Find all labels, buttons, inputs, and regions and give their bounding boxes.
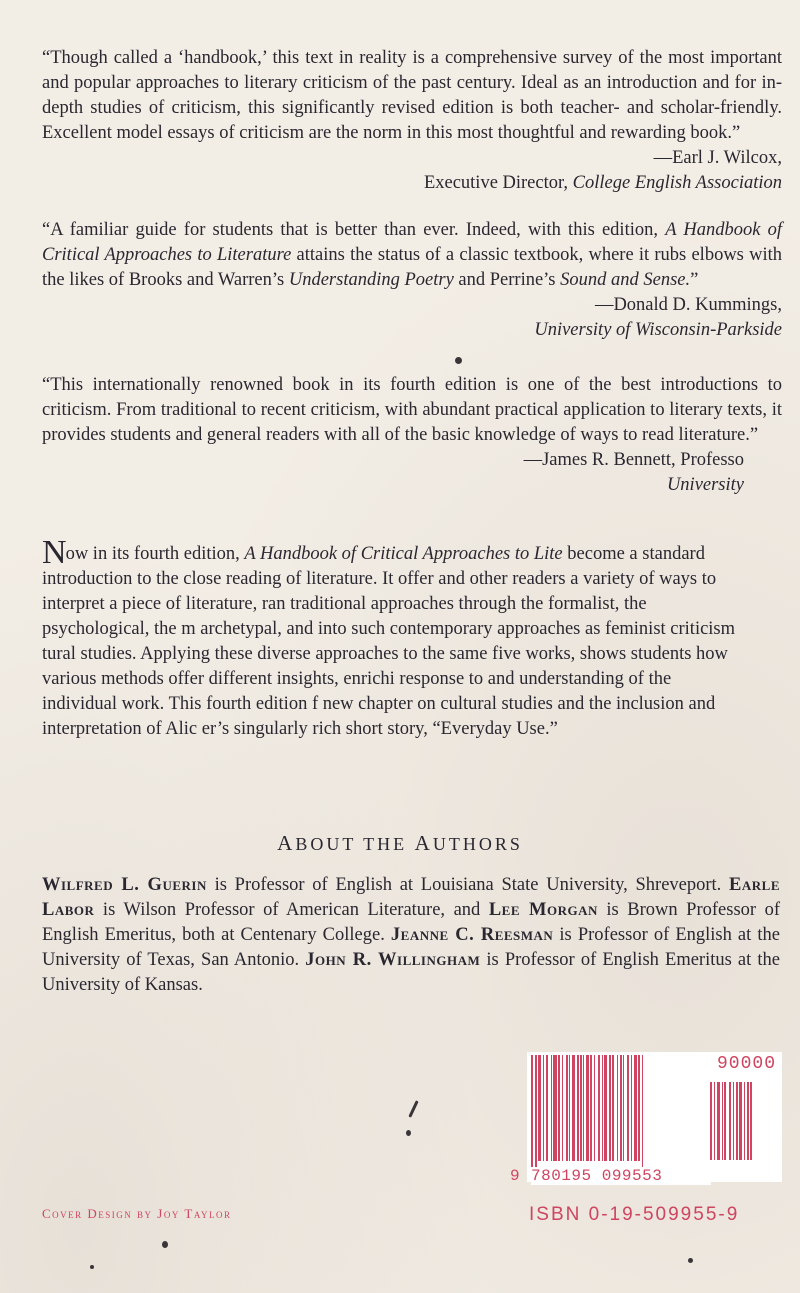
paper-speck xyxy=(455,357,462,364)
barcode-bar xyxy=(717,1082,720,1160)
barcode-bar xyxy=(714,1082,715,1160)
quote-affiliation: College English Association xyxy=(572,173,782,193)
isbn-number: ISBN 0-19-509955-9 xyxy=(529,1204,740,1225)
barcode-bar xyxy=(604,1055,607,1161)
barcode-bar xyxy=(729,1082,731,1160)
barcode-bar xyxy=(612,1055,614,1161)
barcode-bar xyxy=(551,1055,552,1161)
barcode-addon-bars xyxy=(710,1082,780,1170)
quote-author: —Earl J. Wilcox, xyxy=(653,148,782,168)
barcode-bar xyxy=(627,1055,629,1161)
barcode-bar xyxy=(710,1082,712,1160)
quote-affiliation: University of Wisconsin-Parkside xyxy=(534,320,782,340)
barcode-bar xyxy=(543,1055,544,1161)
quote-attribution xyxy=(42,293,782,343)
quote-affiliation: University xyxy=(666,475,744,495)
barcode-bar xyxy=(736,1082,738,1160)
quote-attribution xyxy=(42,146,782,196)
barcode-bar xyxy=(577,1055,579,1161)
barcode-bar xyxy=(535,1055,537,1171)
book-title: A Handbook of Critical Approaches to Literature xyxy=(42,220,782,265)
barcode-bar xyxy=(609,1055,611,1161)
barcode-bar xyxy=(590,1055,592,1161)
isbn-barcode xyxy=(527,1052,782,1182)
barcode-bar xyxy=(586,1055,589,1161)
barcode-bar xyxy=(620,1055,622,1161)
author-name: Earle Labor xyxy=(42,875,781,920)
author-name: Jeanne C. Reesman xyxy=(390,925,554,945)
drop-cap: N xyxy=(42,534,66,571)
barcode-bar xyxy=(546,1055,548,1161)
barcode-digits: 780195 099553 xyxy=(531,1167,711,1185)
book-title: A Handbook of Critical Approaches to Lite xyxy=(244,544,563,564)
barcode-bar xyxy=(744,1082,745,1160)
quote-author: —James R. Bennett, Professo xyxy=(523,450,744,470)
quote-text: “Though called a ‘handbook,’ this text in reality is a comprehensive survey of the most important and popular approaches to literary criticism of the past century. Ideal as an introduction and for in-depth studies of criticism, this significantly revised edition is both teacher- and scholar-friendly. Excellent model essays of criticism are the norm in this most thoughtful and rewarding book.” xyxy=(42,48,782,143)
paper-speck xyxy=(406,1130,411,1136)
barcode-bars xyxy=(531,1055,711,1171)
barcode-bar xyxy=(623,1055,624,1161)
review-quote-3 xyxy=(42,373,782,498)
barcode-bar xyxy=(569,1055,570,1161)
barcode-bar xyxy=(739,1082,742,1160)
book-title: Sound and Sense. xyxy=(560,270,691,290)
cover-design-credit: Cover Design by Joy Taylor xyxy=(42,1206,232,1221)
barcode-bar xyxy=(747,1082,749,1160)
barcode-bar xyxy=(562,1055,563,1161)
barcode-bar xyxy=(638,1055,640,1161)
barcode-bar xyxy=(580,1055,582,1161)
author-name: Lee Morgan xyxy=(488,900,598,920)
barcode-bar xyxy=(553,1055,557,1161)
paper-speck xyxy=(90,1265,94,1269)
barcode-bar xyxy=(531,1055,533,1171)
quote-attribution xyxy=(42,448,782,498)
barcode-bar xyxy=(733,1082,734,1160)
paper-speck xyxy=(408,1100,418,1118)
paper-speck xyxy=(162,1241,168,1248)
barcode-bar xyxy=(572,1055,575,1161)
barcode-bar xyxy=(566,1055,568,1161)
author-name: John R. Willingham xyxy=(305,950,481,970)
barcode-bar xyxy=(558,1055,560,1161)
author-name: Wilfred L. Guerin xyxy=(42,875,207,895)
barcode-bar xyxy=(538,1055,541,1161)
review-quote-1 xyxy=(42,46,782,196)
about-authors-heading: ABOUT THE AUTHORS xyxy=(277,831,523,855)
barcode-bar xyxy=(631,1055,632,1161)
barcode-bar xyxy=(598,1055,600,1161)
quote-author: —Donald D. Kummings, xyxy=(594,295,782,315)
quote-role: Executive Director, xyxy=(423,173,573,193)
barcode-left-digit: 9 xyxy=(510,1167,520,1185)
book-title: Understanding Poetry xyxy=(288,270,454,290)
quote-text: “A familiar guide for students that is better than ever. Indeed, with this edition, A Handbook of Critical Approaches to Literature attains the status of a classic textbook, where it rubs elbows with the likes of Brooks and Warren’s Understanding Poetry and Perrine’s Sound and Sense.” xyxy=(42,220,782,290)
barcode-bar xyxy=(750,1082,752,1160)
price-code: 90000 xyxy=(717,1054,777,1074)
author-bios: Wilfred L. Guerin is Professor of English at Louisiana State University, Shreveport. Earle Labor is Wilson Professor of American Literature, and Lee Morgan is Brown Professor of English Emeritus, both at Centenary College. Jeanne C. Reesman is Professor of English at the University of Texas, San Antonio. John R. Willingham is Professor of English Emeritus at the University of Kansas. xyxy=(42,875,781,995)
barcode-bar xyxy=(617,1055,618,1161)
review-quote-2 xyxy=(42,218,782,343)
barcode-bar xyxy=(634,1055,637,1161)
barcode-bar xyxy=(602,1055,603,1161)
barcode-bar xyxy=(594,1055,595,1161)
barcode-bar xyxy=(722,1082,723,1160)
barcode-bar xyxy=(642,1055,643,1171)
quote-text: “This internationally renowned book in its fourth edition is one of the best introductions to criticism. From traditional to recent criticism, with abundant practical application to literary texts, it provides students and general readers with all of the basic knowledge of ways to read literature.” xyxy=(42,375,782,445)
paper-speck xyxy=(688,1258,693,1263)
barcode-bar xyxy=(583,1055,584,1161)
barcode-bar xyxy=(724,1082,726,1160)
book-description: Now in its fourth edition, A Handbook of Critical Approaches to Lite become a standard introduction to the close reading of literature. It offer and other readers a variety of ways to interpret a piece of literature, ran traditional approaches through the formalist, the psychological, the m archetypal, and into such contemporary approaches as feminist criticism tural studies. Applying these diverse approaches to the same five works, shows students how various methods offer different insights, enrichi response to and understanding of the individual work. This fourth edition f new chapter on cultural studies and the inclusion and interpretation of Alic er’s singularly rich short story, “Everyday Use.” xyxy=(42,534,736,739)
